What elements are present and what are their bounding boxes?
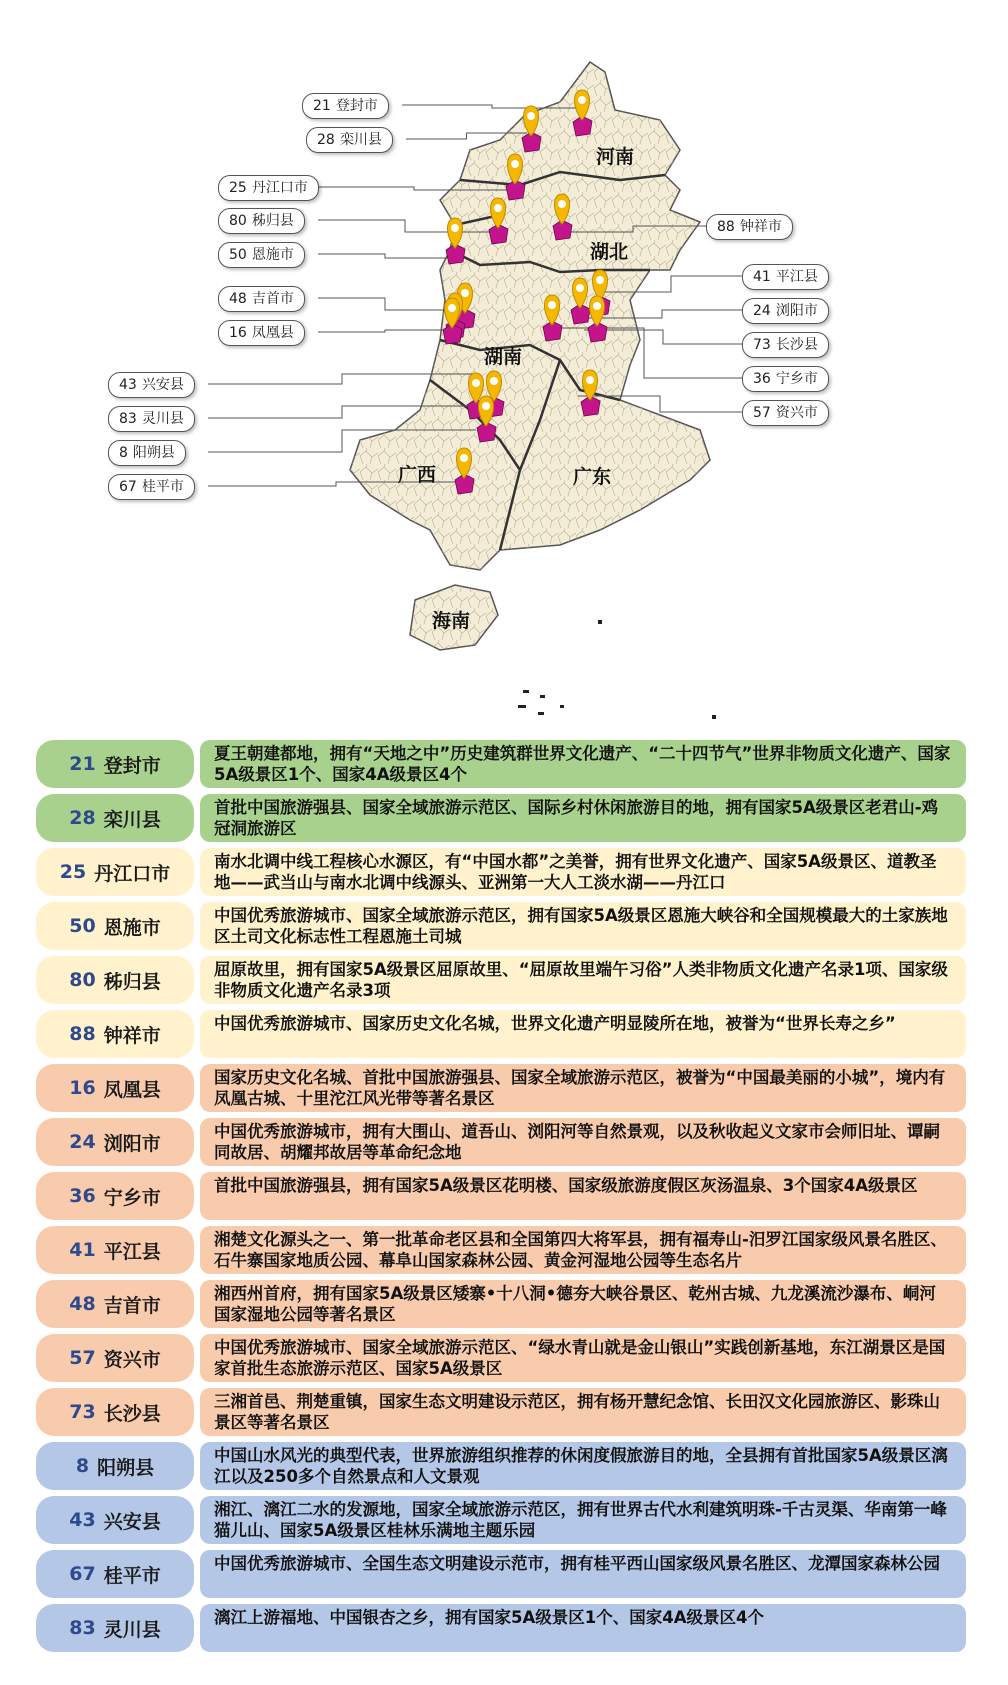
county-cell	[36, 740, 194, 788]
province-hainan: 海南	[432, 610, 471, 632]
county-description: 漓江上游福地、中国银杏之乡，拥有国家5A级景区1个、国家4A级景区4个	[200, 1604, 966, 1652]
county-cell	[36, 848, 194, 896]
map-label-28	[306, 127, 393, 153]
map-label-num: 43	[119, 377, 137, 393]
county-description: 湘江、漓江二水的发源地，国家全域旅游示范区，拥有世界古代水利建筑明珠-千古灵渠、华南第一峰猫儿山、国家5A级景区桂林乐满地主题乐园	[200, 1496, 966, 1544]
province-guangdong: 广东	[573, 466, 612, 488]
map-label-num: 41	[753, 269, 771, 285]
table-row	[36, 1224, 966, 1274]
county-cell	[36, 1388, 194, 1436]
map-label-name: 平江县	[775, 269, 818, 285]
county-number: 16	[69, 1077, 96, 1099]
table-row	[36, 1062, 966, 1112]
county-cell	[36, 956, 194, 1004]
map-label-num: 48	[229, 291, 247, 307]
county-number: 36	[69, 1185, 96, 1207]
map-label-41	[742, 264, 829, 290]
county-number: 24	[69, 1131, 96, 1153]
county-description: 中国优秀旅游城市，拥有大围山、道吾山、浏阳河等自然景观，以及秋收起义文家市会师旧址、谭嗣同故居、胡耀邦故居等革命纪念地	[200, 1118, 966, 1166]
table-row	[36, 1170, 966, 1220]
county-description: 中国优秀旅游城市、全国生态文明建设示范市，拥有桂平西山国家级风景名胜区、龙潭国家森林公园	[200, 1550, 966, 1598]
county-description: 屈原故里，拥有国家5A级景区屈原故里、“屈原故里端午习俗”人类非物质文化遗产名录1项、国家级非物质文化遗产名录3项	[200, 956, 966, 1004]
map-label-36	[742, 366, 829, 392]
county-number: 50	[69, 915, 96, 937]
county-number: 57	[69, 1347, 96, 1369]
county-name: 吉首市	[103, 1294, 161, 1317]
map-label-num: 57	[753, 405, 771, 421]
map-label-name: 长沙县	[775, 337, 818, 353]
county-name: 栾川县	[103, 808, 161, 831]
county-description: 首批中国旅游强县，拥有国家5A级景区花明楼、国家级旅游度假区灰汤温泉、3个国家4A级景区	[200, 1172, 966, 1220]
county-name: 长沙县	[103, 1402, 161, 1425]
county-name: 阳朔县	[97, 1456, 155, 1479]
county-description: 中国优秀旅游城市、国家历史文化名城，世界文化遗产明显陵所在地，被誉为“世界长寿之乡”	[200, 1010, 966, 1058]
county-cell	[36, 1010, 194, 1058]
map-label-88	[706, 214, 793, 240]
map-label-73	[742, 332, 829, 358]
map-label-name: 吉首市	[251, 291, 294, 307]
county-cell	[36, 1550, 194, 1598]
map-label-name: 秭归县	[251, 213, 294, 229]
map-label-name: 凤凰县	[251, 325, 294, 341]
county-description: 湘楚文化源头之一、第一批革命老区县和全国第四大将军县，拥有福寿山-汨罗江国家级风景名胜区、石牛寨国家地质公园、幕阜山国家森林公园、黄金河湿地公园等生态名片	[200, 1226, 966, 1274]
map-label-name: 资兴市	[775, 405, 818, 421]
province-henan: 河南	[596, 146, 635, 168]
county-number: 43	[69, 1509, 96, 1531]
county-cell	[36, 902, 194, 950]
table-row	[36, 846, 966, 896]
map-label-25	[218, 175, 319, 201]
county-cell	[36, 1334, 194, 1382]
county-name: 资兴市	[103, 1348, 161, 1371]
map-label-num: 36	[753, 371, 771, 387]
county-cell	[36, 1118, 194, 1166]
map-label-name: 栾川县	[339, 132, 382, 148]
map-label-67	[108, 474, 195, 500]
county-cell	[36, 1442, 194, 1490]
county-description: 南水北调中线工程核心水源区，有“中国水都”之美誉，拥有世界文化遗产、国家5A级景区、道教圣地——武当山与南水北调中线源头、亚洲第一大人工淡水湖——丹江口	[200, 848, 966, 896]
county-name: 秭归县	[103, 970, 161, 993]
map-label-num: 67	[119, 479, 137, 495]
table-row	[36, 1008, 966, 1058]
map-label-name: 灵川县	[141, 411, 184, 427]
county-number: 80	[69, 969, 96, 991]
map-label-name: 登封市	[335, 98, 378, 114]
map-label-name: 浏阳市	[775, 303, 818, 319]
map-label-num: 80	[229, 213, 247, 229]
leader-line	[318, 298, 452, 310]
map-label-num: 50	[229, 247, 247, 263]
table-row	[36, 1386, 966, 1436]
county-name: 登封市	[103, 754, 161, 777]
leader-line	[318, 254, 452, 258]
county-cell	[36, 794, 194, 842]
map-label-83	[108, 406, 195, 432]
map-label-num: 83	[119, 411, 137, 427]
table-row	[36, 1278, 966, 1328]
map-label-21	[302, 93, 389, 119]
table-row	[36, 792, 966, 842]
map-label-num: 8	[119, 445, 128, 461]
county-name: 兴安县	[103, 1510, 161, 1533]
county-description: 首批中国旅游强县、国家全域旅游示范区、国际乡村休闲旅游目的地，拥有国家5A级景区老君山-鸡冠洞旅游区	[200, 794, 966, 842]
county-number: 48	[69, 1293, 96, 1315]
county-name: 凤凰县	[103, 1078, 161, 1101]
county-number: 8	[75, 1455, 90, 1477]
county-number: 83	[69, 1617, 96, 1639]
map-label-48	[218, 286, 305, 312]
table-row	[36, 1494, 966, 1544]
county-cell	[36, 1280, 194, 1328]
map-label-num: 28	[317, 132, 335, 148]
table-row	[36, 954, 966, 1004]
county-number: 28	[69, 807, 96, 829]
table-row	[36, 1332, 966, 1382]
county-name: 灵川县	[103, 1618, 161, 1641]
county-name: 恩施市	[103, 916, 161, 939]
map-label-8	[108, 440, 186, 466]
map-label-57	[742, 400, 829, 426]
map-label-name: 兴安县	[141, 377, 184, 393]
county-number: 88	[69, 1023, 96, 1045]
county-cell	[36, 1604, 194, 1652]
south-sea-islands	[518, 620, 716, 720]
county-number: 41	[69, 1239, 96, 1261]
map-label-num: 21	[313, 98, 331, 114]
map-label-16	[218, 320, 305, 346]
county-number: 67	[69, 1563, 96, 1585]
table-row	[36, 1602, 966, 1652]
leader-line	[318, 330, 452, 332]
map-label-num: 16	[229, 325, 247, 341]
map-label-50	[218, 242, 305, 268]
county-name: 桂平市	[103, 1564, 161, 1587]
map-label-80	[218, 208, 305, 234]
county-description: 国家历史文化名城、首批中国旅游强县、国家全域旅游示范区，被誉为“中国最美丽的小城”，境内有凤凰古城、十里沱江风光带等著名景区	[200, 1064, 966, 1112]
map-label-name: 钟祥市	[739, 219, 782, 235]
map-label-num: 73	[753, 337, 771, 353]
county-name: 宁乡市	[103, 1186, 161, 1209]
table-row	[36, 900, 966, 950]
county-cell	[36, 1226, 194, 1274]
county-cell	[36, 1496, 194, 1544]
county-cell	[36, 1172, 194, 1220]
county-description: 三湘首邑、荆楚重镇，国家生态文明建设示范区，拥有杨开慧纪念馆、长田汉文化园旅游区、影珠山景区等著名景区	[200, 1388, 966, 1436]
province-hubei: 湖北	[590, 241, 629, 263]
table-row	[36, 1116, 966, 1166]
county-table	[36, 738, 966, 1656]
county-description: 中国优秀旅游城市、国家全域旅游示范区，拥有国家5A级景区恩施大峡谷和全国规模最大的土家族地区土司文化标志性工程恩施土司城	[200, 902, 966, 950]
map-label-name: 恩施市	[251, 247, 294, 263]
county-name: 丹江口市	[94, 862, 171, 885]
table-row	[36, 1440, 966, 1490]
map-label-num: 25	[229, 180, 247, 196]
county-cell	[36, 1064, 194, 1112]
county-name: 平江县	[103, 1240, 161, 1263]
map-label-name: 丹江口市	[251, 180, 308, 196]
map-label-name: 阳朔县	[132, 445, 175, 461]
county-name: 浏阳市	[103, 1132, 161, 1155]
map-label-name: 宁乡市	[775, 371, 818, 387]
county-description: 夏王朝建都地，拥有“天地之中”历史建筑群世界文化遗产、“二十四节气”世界非物质文化遗产、国家5A级景区1个、国家4A级景区4个	[200, 740, 966, 788]
map-label-num: 24	[753, 303, 771, 319]
county-description: 湘西州首府，拥有国家5A级景区矮寨•十八洞•德夯大峡谷景区、乾州古城、九龙溪流沙瀑布、峒河国家湿地公园等著名景区	[200, 1280, 966, 1328]
county-number: 73	[69, 1401, 96, 1423]
county-name: 钟祥市	[103, 1024, 161, 1047]
map-label-name: 桂平市	[141, 479, 184, 495]
map-area	[0, 0, 1008, 720]
province-hunan: 湖南	[484, 346, 523, 368]
county-description: 中国山水风光的典型代表，世界旅游组织推荐的休闲度假旅游目的地，全县拥有首批国家5A级景区漓江以及250多个自然景点和人文景观	[200, 1442, 966, 1490]
county-description: 中国优秀旅游城市、国家全域旅游示范区、“绿水青山就是金山银山”实践创新基地，东江湖景区是国家首批生态旅游示范区、国家5A级景区	[200, 1334, 966, 1382]
table-row	[36, 1548, 966, 1598]
county-number: 25	[59, 861, 87, 883]
map-label-24	[742, 298, 829, 324]
county-number: 21	[69, 753, 96, 775]
table-row	[36, 738, 966, 788]
map-label-43	[108, 372, 195, 398]
map-label-num: 88	[717, 219, 735, 235]
province-guangxi: 广西	[398, 464, 437, 486]
